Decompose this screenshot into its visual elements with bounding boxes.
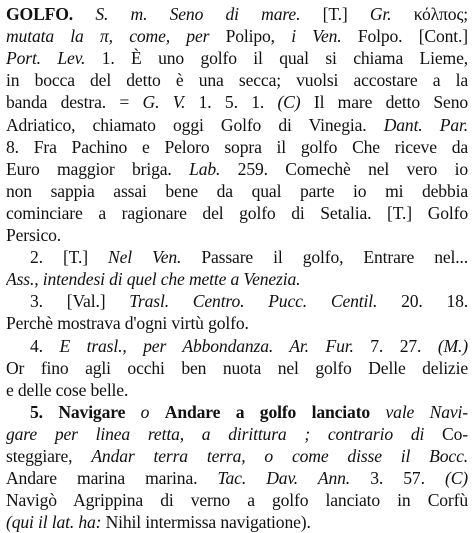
text-segment: Nihil intermissa navigatione). [101, 512, 311, 533]
text-segment: Adriatico, chiamato oggi Golfo di Vinegia. [6, 114, 384, 135]
text-segment: 4. [30, 335, 60, 356]
italic-text: vale Navi- [370, 401, 468, 422]
text-line [6, 25, 468, 47]
italic-text: mutata la π, come, per [6, 26, 210, 47]
headword: 5. Navigare [30, 401, 126, 422]
text-segment: 20. 18. [377, 291, 468, 312]
headword: GOLFO. [6, 4, 74, 24]
text-line [30, 246, 468, 268]
text-segment: Folpo. [Cont.] [341, 26, 468, 47]
text-line [6, 312, 468, 334]
text-line [6, 379, 468, 401]
text-segment: Andare marina marina. [6, 468, 218, 489]
text-line [6, 91, 468, 113]
text-line [6, 202, 468, 224]
text-segment: 2. [T.] [30, 247, 109, 268]
italic-text: o [125, 401, 165, 422]
text-segment: κόλπος; [391, 4, 468, 24]
italic-text: Ass., intendesi di quel che mette a Venezia. [6, 269, 301, 290]
text-line [6, 357, 468, 379]
text-segment: 7. 27. [353, 335, 438, 356]
text-line [6, 158, 468, 180]
text-line [6, 47, 468, 69]
text-segment [73, 4, 95, 24]
italic-text: G. V. [142, 92, 186, 113]
italic-text: Dant. Par. [383, 114, 468, 135]
text-segment: [T.] [300, 4, 370, 24]
text-line [30, 401, 468, 423]
text-line [6, 180, 468, 202]
text-line [6, 445, 468, 467]
text-segment: 3. [Val.] [30, 291, 130, 312]
text-line [6, 224, 468, 246]
italic-text: gare per linea retta, a dirittura ; contrario di [6, 423, 425, 444]
text-line [6, 3, 468, 25]
italic-text: Lab. [189, 158, 221, 179]
italic-text: Andar terra terra, o come disse il Bocc. [91, 446, 468, 466]
text-segment: Perchè mostrava d'ogni virtù golfo. [6, 313, 249, 334]
text-line [6, 114, 468, 136]
text-segment: Passare il golfo, Entrare nel... [181, 247, 468, 268]
text-segment: Navigò Agrippina di verno a golfo lanciato in Corfù [6, 490, 468, 511]
text-segment: 1. 5. 1. [185, 92, 278, 113]
text-segment: 8. Fra Pachino e Peloro sopra il golfo Che riceve da [6, 136, 468, 157]
italic-text: (C) [277, 92, 301, 113]
italic-text: Nel Ven. [108, 247, 182, 268]
text-segment: Or fino agli occhi ben nuota nel golfo Delle delizie [6, 357, 468, 378]
text-segment: in bocca del detto è una secca; vuolsi accostare a la [6, 70, 468, 91]
text-segment: 1. È uno golfo il qual si chiama Lieme, [85, 48, 468, 69]
italic-text: Port. Lev. [6, 48, 86, 69]
text-line [6, 489, 468, 511]
text-segment: banda destra. = [6, 92, 143, 113]
italic-text: Trasl. Centro. Pucc. Centil. [129, 291, 378, 312]
italic-text: i Ven. [291, 26, 342, 47]
text-line [6, 69, 468, 91]
text-segment: Persico. [6, 225, 61, 245]
italic-text: Tac. Dav. Ann. [217, 468, 351, 489]
italic-text: (qui il lat. ha: [6, 512, 102, 533]
text-segment: Il mare detto Seno [300, 92, 468, 113]
headword: Andare a golfo lanciato [164, 401, 371, 422]
italic-text: (M.) [437, 335, 468, 356]
text-line [6, 511, 468, 533]
text-line [30, 335, 468, 357]
italic-text: S. m. Seno di mare. [95, 4, 301, 24]
text-segment: 3. 57. [350, 468, 445, 489]
text-segment: 259. Comechè nel vero io [220, 158, 468, 179]
italic-text: E trasl., per Abbondanza. Ar. Fur. [59, 335, 354, 356]
text-line [6, 136, 468, 158]
text-segment: Euro maggior briga. [6, 158, 190, 179]
text-segment: e delle cose belle. [6, 379, 129, 400]
italic-text: Gr. [369, 4, 392, 24]
text-segment: Co- [424, 423, 468, 444]
text-line [6, 467, 468, 489]
text-line [6, 423, 468, 445]
italic-text: (C) [444, 468, 468, 489]
text-segment: cominciare a ragionare del golfo di Setalia. [T.] Golfo [6, 202, 468, 223]
text-segment: non sappia assai bene da qual parte io mi debbia [6, 180, 468, 201]
text-line [30, 290, 468, 312]
text-segment: Polipo, [209, 26, 292, 47]
text-line [6, 268, 468, 290]
text-segment: steggiare, [6, 446, 92, 466]
